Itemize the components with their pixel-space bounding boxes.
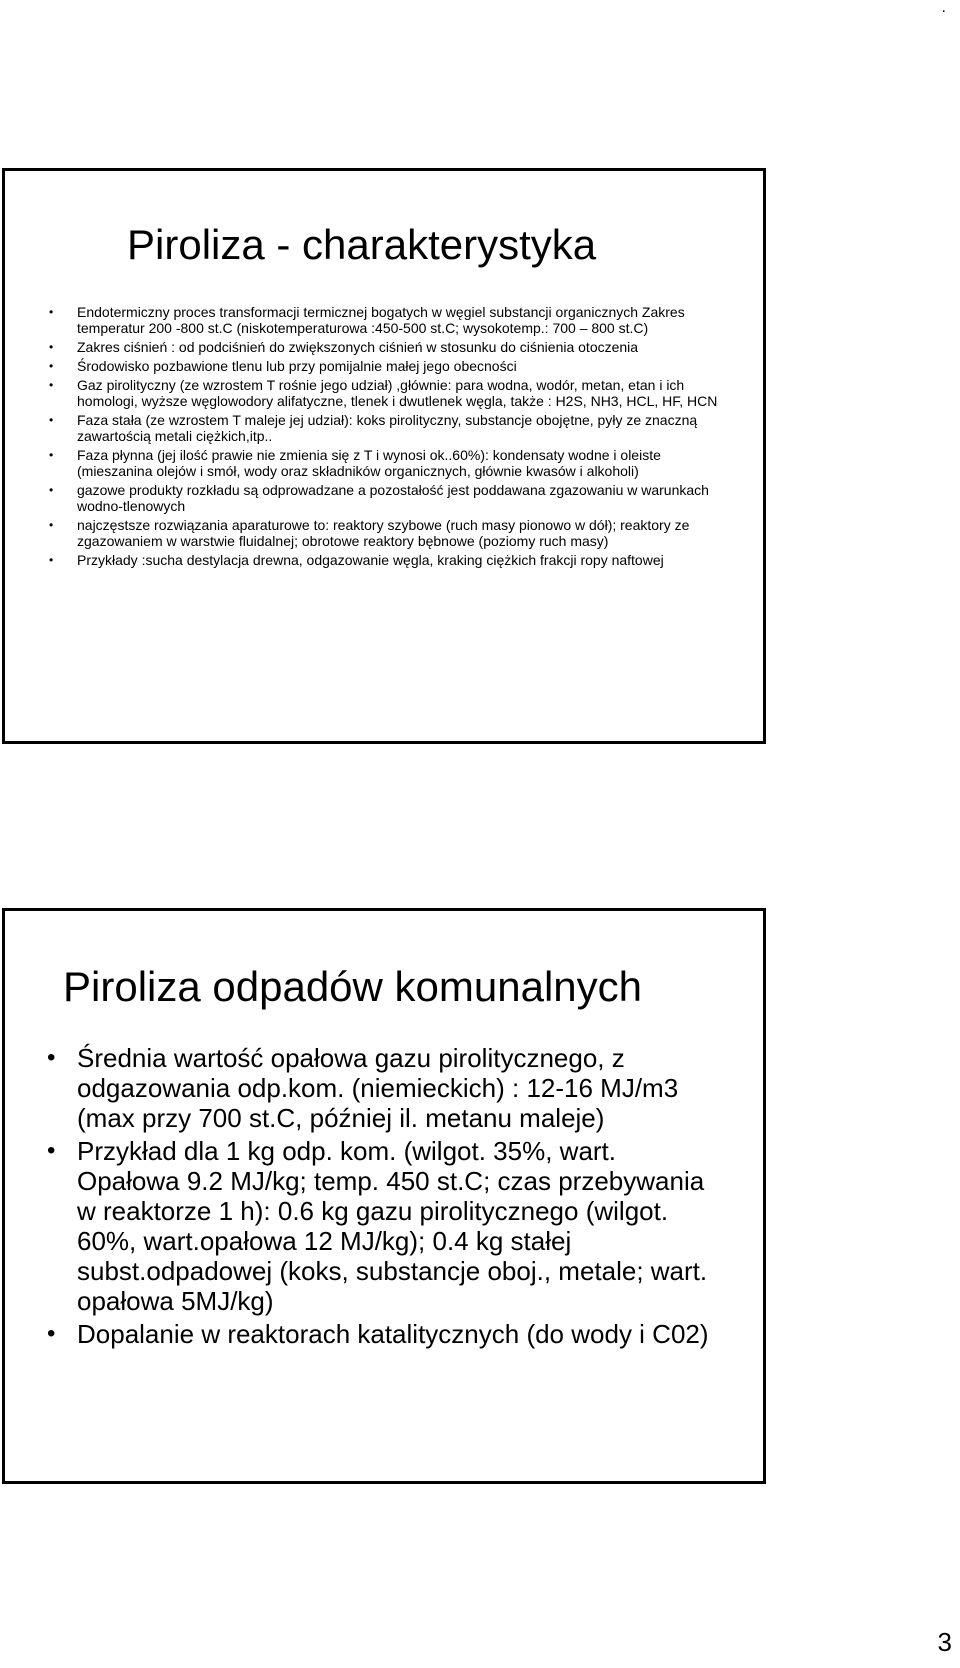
list-item	[49, 304, 729, 336]
list-item	[49, 552, 729, 568]
list-item-text: najczęstsze rozwiązania aparaturowe to: reaktory szybowe (ruch masy pionowo w dół); reaktory ze zgazowaniem w warstwie fluidalnej; obrotowe reaktory bębnowe (poziomy ruch masy)	[77, 517, 690, 549]
bullet-icon: •	[49, 378, 54, 392]
corner-mark: .	[941, 0, 946, 16]
bullet-icon: •	[49, 305, 54, 319]
list-item	[49, 482, 729, 514]
bullet-icon: •	[49, 483, 54, 497]
list-item-text: Dopalanie w reaktorach katalitycznych (do wody i C02)	[77, 1319, 709, 1349]
list-item-text: Endotermiczny proces transformacji termicznej bogatych w węgiel substancji organicznych Zakres temperatur 200 -800 st.C (niskotemperaturowa :450-500 st.C; wysokotemp.: 700 – 800 st.C)	[77, 304, 685, 336]
list-item-text: Faza płynna (jej ilość prawie nie zmienia się z T i wynosi ok..60%): kondensaty wodne i oleiste (mieszanina olejów i smół, wody oraz składników organicznych, głównie kwasów i alkoholi)	[77, 447, 661, 479]
list-item	[49, 358, 729, 374]
bullet-icon: •	[49, 518, 54, 532]
bullet-icon: •	[49, 340, 54, 354]
list-item-text: Faza stała (ze wzrostem T maleje jej udział): koks pirolityczny, substancje obojętne, pyły ze znaczną zawartością metali ciężkich,itp..	[77, 412, 698, 444]
slide-title: Piroliza - charakterystyka	[127, 221, 597, 268]
list-item	[49, 412, 729, 444]
bullet-icon: •	[49, 359, 54, 373]
slide-1	[2, 168, 766, 744]
list-item	[47, 1319, 717, 1349]
list-item-text: Przykład dla 1 kg odp. kom. (wilgot. 35%, wart. Opałowa 9.2 MJ/kg; temp. 450 st.C; czas przebywania w reaktorze 1 h): 0.6 kg gazu pirolitycznego (wilgot. 60%, wart.opałowa 12 MJ/kg); 0.4 kg stałej subst.odpadowej (koks, substancje oboj., metale; wart. opałowa 5MJ/kg)	[77, 1136, 708, 1316]
slide-2	[2, 908, 766, 1484]
bullet-icon: •	[49, 413, 54, 427]
list-item-text: Przykłady :sucha destylacja drewna, odgazowanie węgla, kraking ciężkich frakcji ropy naftowej	[77, 552, 664, 568]
bullet-icon: •	[49, 553, 54, 567]
bullet-list	[49, 304, 729, 571]
list-item	[47, 1136, 717, 1316]
bullet-icon: •	[47, 1320, 56, 1347]
list-item-text: Średnia wartość opałowa gazu pirolitycznego, z odgazowania odp.kom. (niemieckich) : 12-16 MJ/m3 (max przy 700 st.C, później il. metanu maleje)	[77, 1043, 679, 1133]
list-item	[49, 377, 729, 409]
list-item-text: Środowisko pozbawione tlenu lub przy pomijalnie małej jego obecności	[77, 358, 517, 374]
list-item-text: Zakres ciśnień : od podciśnień do zwiększonych ciśnień w stosunku do ciśnienia otoczenia	[77, 339, 639, 355]
list-item-text: gazowe produkty rozkładu są odprowadzane a pozostałość jest poddawana zgazowaniu w warunkach wodno-tlenowych	[77, 482, 709, 514]
bullet-icon: •	[47, 1044, 56, 1071]
list-item	[47, 1043, 717, 1133]
list-item	[49, 339, 729, 355]
list-item	[49, 517, 729, 549]
bullet-icon: •	[49, 448, 54, 462]
slide-title: Piroliza odpadów komunalnych	[63, 963, 642, 1010]
page-number: 3	[937, 1627, 952, 1657]
bullet-list	[47, 1043, 717, 1352]
bullet-icon: •	[47, 1137, 56, 1164]
list-item	[49, 447, 729, 479]
list-item-text: Gaz pirolityczny (ze wzrostem T rośnie jego udział) ,głównie: para wodna, wodór, metan, etan i ich homologi, wyższe węglowodory alifatyczne, tlenek i dwutlenek węgla, także : H2S, NH3, HCL, HF, HCN	[77, 377, 718, 409]
